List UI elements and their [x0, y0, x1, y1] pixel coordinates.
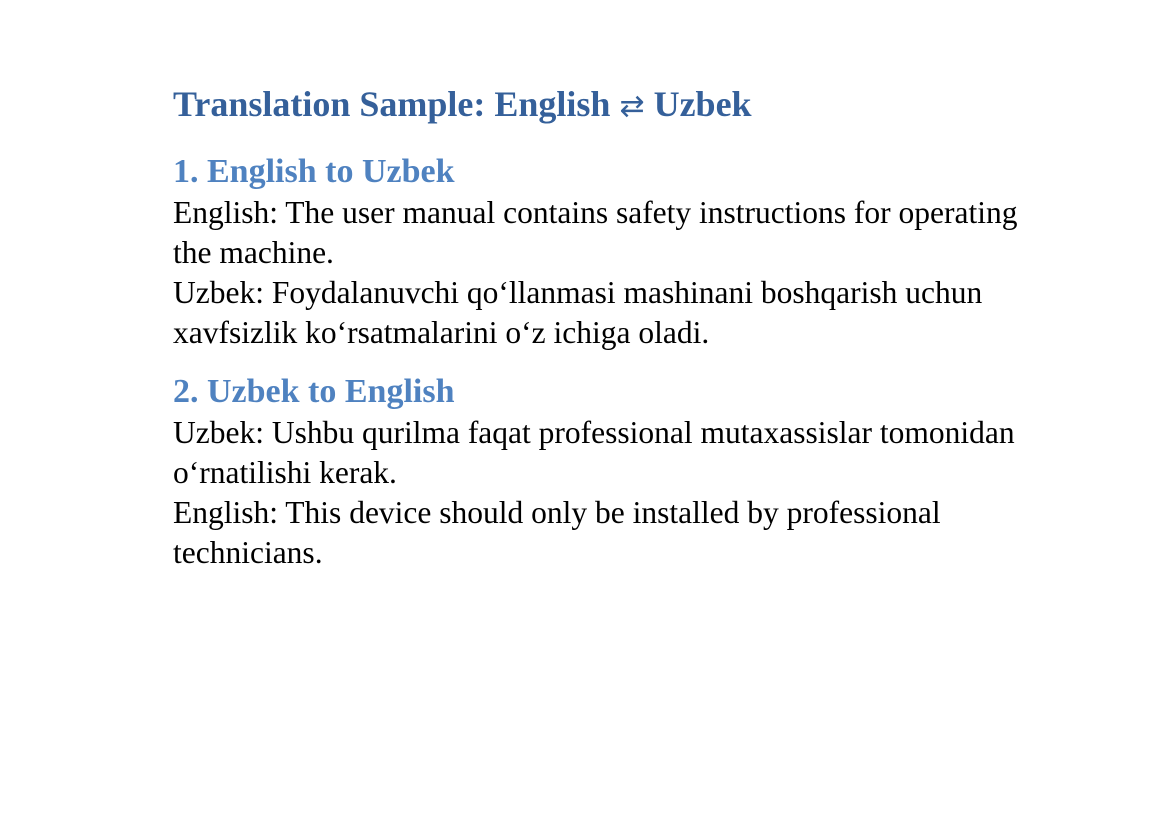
uzbek-source-text: Uzbek: Ushbu qurilma faqat professional mutaxassislar tomonidan o‘rnatilishi kerak. — [173, 415, 1015, 490]
section-english-to-uzbek — [173, 151, 1033, 353]
document-title — [173, 82, 1033, 129]
section-heading: 2. Uzbek to English — [173, 373, 455, 410]
english-source-text: English: The user manual contains safety instructions for operating the machine. — [173, 195, 1018, 270]
english-translation-text: English: This device should only be installed by professional technicians. — [173, 495, 941, 570]
bidirectional-arrow-icon: ⇄ — [619, 89, 645, 124]
section-uzbek-to-english — [173, 371, 1033, 573]
uzbek-translation-text: Uzbek: Foydalanuvchi qo‘llanmasi mashinani boshqarish uchun xavfsizlik ko‘rsatmalarini o‘z ichiga oladi. — [173, 275, 983, 350]
title-text-left: Translation Sample: English — [173, 84, 611, 124]
section-heading: 1. English to Uzbek — [173, 153, 455, 190]
document — [173, 82, 1033, 573]
title-text-right: Uzbek — [653, 84, 752, 124]
